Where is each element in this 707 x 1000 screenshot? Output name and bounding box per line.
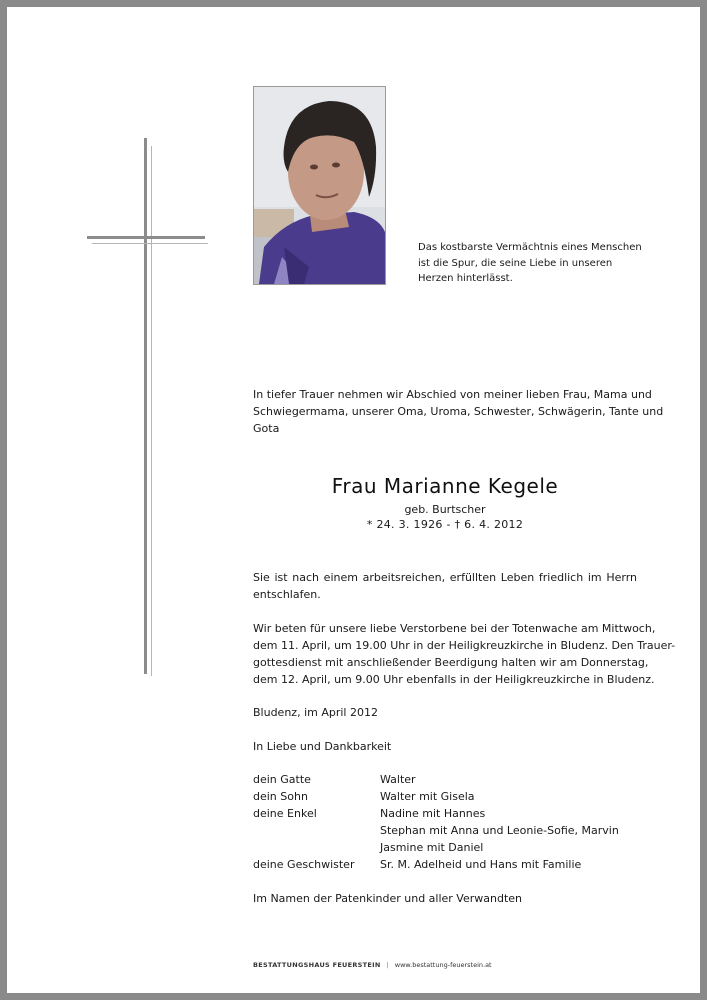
intro-line: Gota bbox=[253, 422, 280, 435]
family-names: Sr. M. Adelheid und Hans mit Familie bbox=[380, 858, 582, 871]
family-names: Walter bbox=[380, 773, 416, 786]
paragraph-line: gottesdienst mit anschließender Beerdigung halten wir am Donnerstag, bbox=[253, 656, 649, 669]
family-names: Stephan mit Anna und Leonie-Sofie, Marvin bbox=[380, 824, 619, 837]
quote-line: Herzen hinterlässt. bbox=[418, 273, 513, 284]
family-relation bbox=[253, 839, 380, 856]
footer-separator: | bbox=[386, 961, 389, 969]
paragraph-line: dem 11. April, um 19.00 Uhr in der Heiligkreuzkirche in Bludenz. Den Trauer- bbox=[253, 639, 676, 652]
intro-line: In tiefer Trauer nehmen wir Abschied von meiner lieben Frau, Mama und bbox=[253, 388, 652, 401]
family-names: Walter mit Gisela bbox=[380, 790, 475, 803]
family-names: Jasmine mit Daniel bbox=[380, 841, 484, 854]
intro-paragraph bbox=[253, 386, 664, 437]
family-names: Nadine mit Hannes bbox=[380, 807, 486, 820]
funeral-home-name: BESTATTUNGSHAUS FEUERSTEIN bbox=[253, 961, 381, 969]
quote-line: Das kostbarste Vermächtnis eines Menschen bbox=[418, 242, 642, 253]
family-relation: dein Gatte bbox=[253, 773, 311, 786]
closing-line: Im Namen der Patenkinder und aller Verwandten bbox=[253, 892, 523, 905]
quote-line: ist die Spur, die seine Liebe in unseren bbox=[418, 257, 613, 269]
deceased-name: Frau Marianne Kegele bbox=[331, 474, 559, 498]
family-relation: deine Geschwister bbox=[253, 858, 355, 871]
paragraph-line: entschlafen. bbox=[253, 588, 321, 601]
family-list bbox=[253, 771, 653, 873]
website-link[interactable]: www.bestattung-feuerstein.at bbox=[394, 961, 492, 969]
family-relation: deine Enkel bbox=[253, 807, 317, 820]
family-row bbox=[253, 822, 653, 839]
intro-line: Schwiegermama, unserer Oma, Uroma, Schwester, Schwägerin, Tante und bbox=[253, 405, 664, 418]
passing-paragraph bbox=[253, 569, 637, 603]
portrait-photo bbox=[253, 86, 386, 285]
family-relation bbox=[253, 822, 380, 839]
love-line: In Liebe und Dankbarkeit bbox=[253, 740, 392, 753]
memorial-quote bbox=[418, 240, 648, 287]
place-date: Bludenz, im April 2012 bbox=[253, 706, 378, 719]
family-row bbox=[253, 788, 653, 805]
life-dates: * 24. 3. 1926 - † 6. 4. 2012 bbox=[366, 518, 524, 531]
paragraph-line: Wir beten für unsere liebe Verstorbene bei der Totenwache am Mittwoch, bbox=[253, 622, 656, 635]
family-row bbox=[253, 856, 653, 873]
footer bbox=[253, 961, 492, 969]
service-paragraph bbox=[253, 620, 676, 688]
family-row bbox=[253, 839, 653, 856]
family-relation: dein Sohn bbox=[253, 790, 308, 803]
paragraph-line: dem 12. April, um 9.00 Uhr ebenfalls in der Heiligkreuzkirche in Bludenz. bbox=[253, 673, 655, 686]
paragraph-line: Sie ist nach einem arbeitsreichen, erfüllten Leben friedlich im Herrn bbox=[253, 571, 637, 584]
maiden-name: geb. Burtscher bbox=[404, 503, 486, 516]
family-row bbox=[253, 805, 653, 822]
family-row bbox=[253, 771, 653, 788]
